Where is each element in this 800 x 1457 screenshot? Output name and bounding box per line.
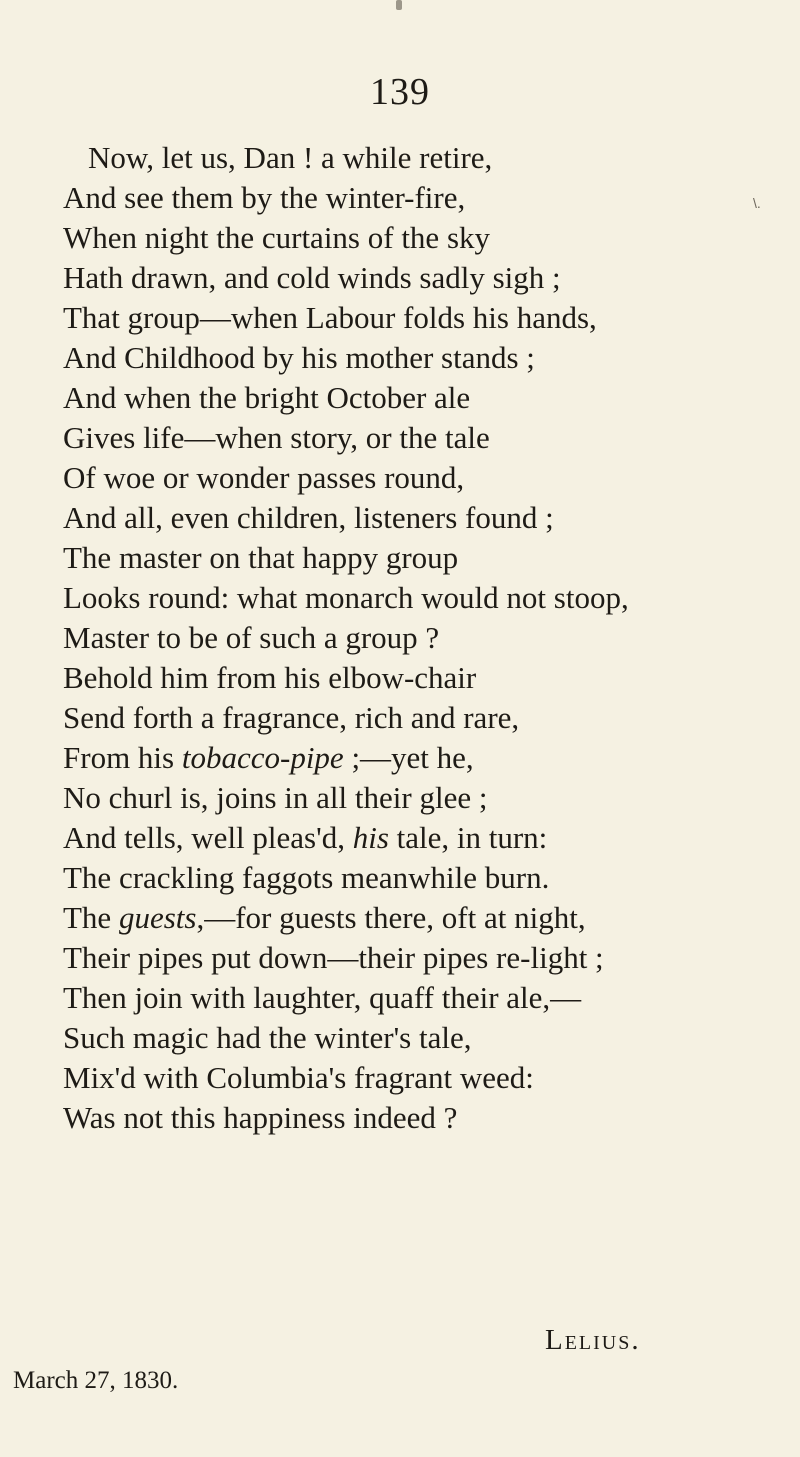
poem-line: Such magic had the winter's tale, [63,1020,472,1055]
poem-line: From his tobacco-pipe ;—yet he, [63,740,474,775]
ink-blemish [396,0,402,10]
poem-line: The crackling faggots meanwhile burn. [63,860,550,895]
poem-line: No churl is, joins in all their glee ; [63,780,488,815]
poem-date: March 27, 1830. [13,1367,179,1394]
poem-line: Of woe or wonder passes round, [63,460,465,495]
poem-line: The guests,—for guests there, oft at night, [63,900,586,935]
poem-line: Behold him from his elbow-chair [63,660,477,695]
poem-line: Looks round: what monarch would not stoop, [63,580,629,615]
poem-line: And see them by the winter-fire, [63,180,466,215]
poem-line: And tells, well pleas'd, his tale, in turn: [63,820,548,855]
poem-line: And Childhood by his mother stands ; [63,340,535,375]
poem-line: Send forth a fragrance, rich and rare, [63,700,520,735]
poem-line: Master to be of such a group ? [63,620,440,655]
poem-line: Now, let us, Dan ! a while retire, [88,140,493,175]
poem-line: Their pipes put down—their pipes re-light ; [63,940,604,975]
poem-line: When night the curtains of the sky [63,220,491,255]
margin-mark: \. [753,195,761,211]
poem-line: That group—when Labour folds his hands, [63,300,597,335]
poem-line: Then join with laughter, quaff their ale,— [63,980,582,1015]
poem-line: Was not this happiness indeed ? [63,1100,458,1135]
poem-line: The master on that happy group [63,540,459,575]
poem-line: And all, even children, listeners found ; [63,500,554,535]
page-number: 139 [370,71,430,113]
poem-line: Hath drawn, and cold winds sadly sigh ; [63,260,561,295]
poem-line: Mix'd with Columbia's fragrant weed: [63,1060,534,1095]
poem-line: Gives life—when story, or the tale [63,420,490,455]
poem-line: And when the bright October ale [63,380,471,415]
author-signature: Lelius. [545,1324,641,1356]
